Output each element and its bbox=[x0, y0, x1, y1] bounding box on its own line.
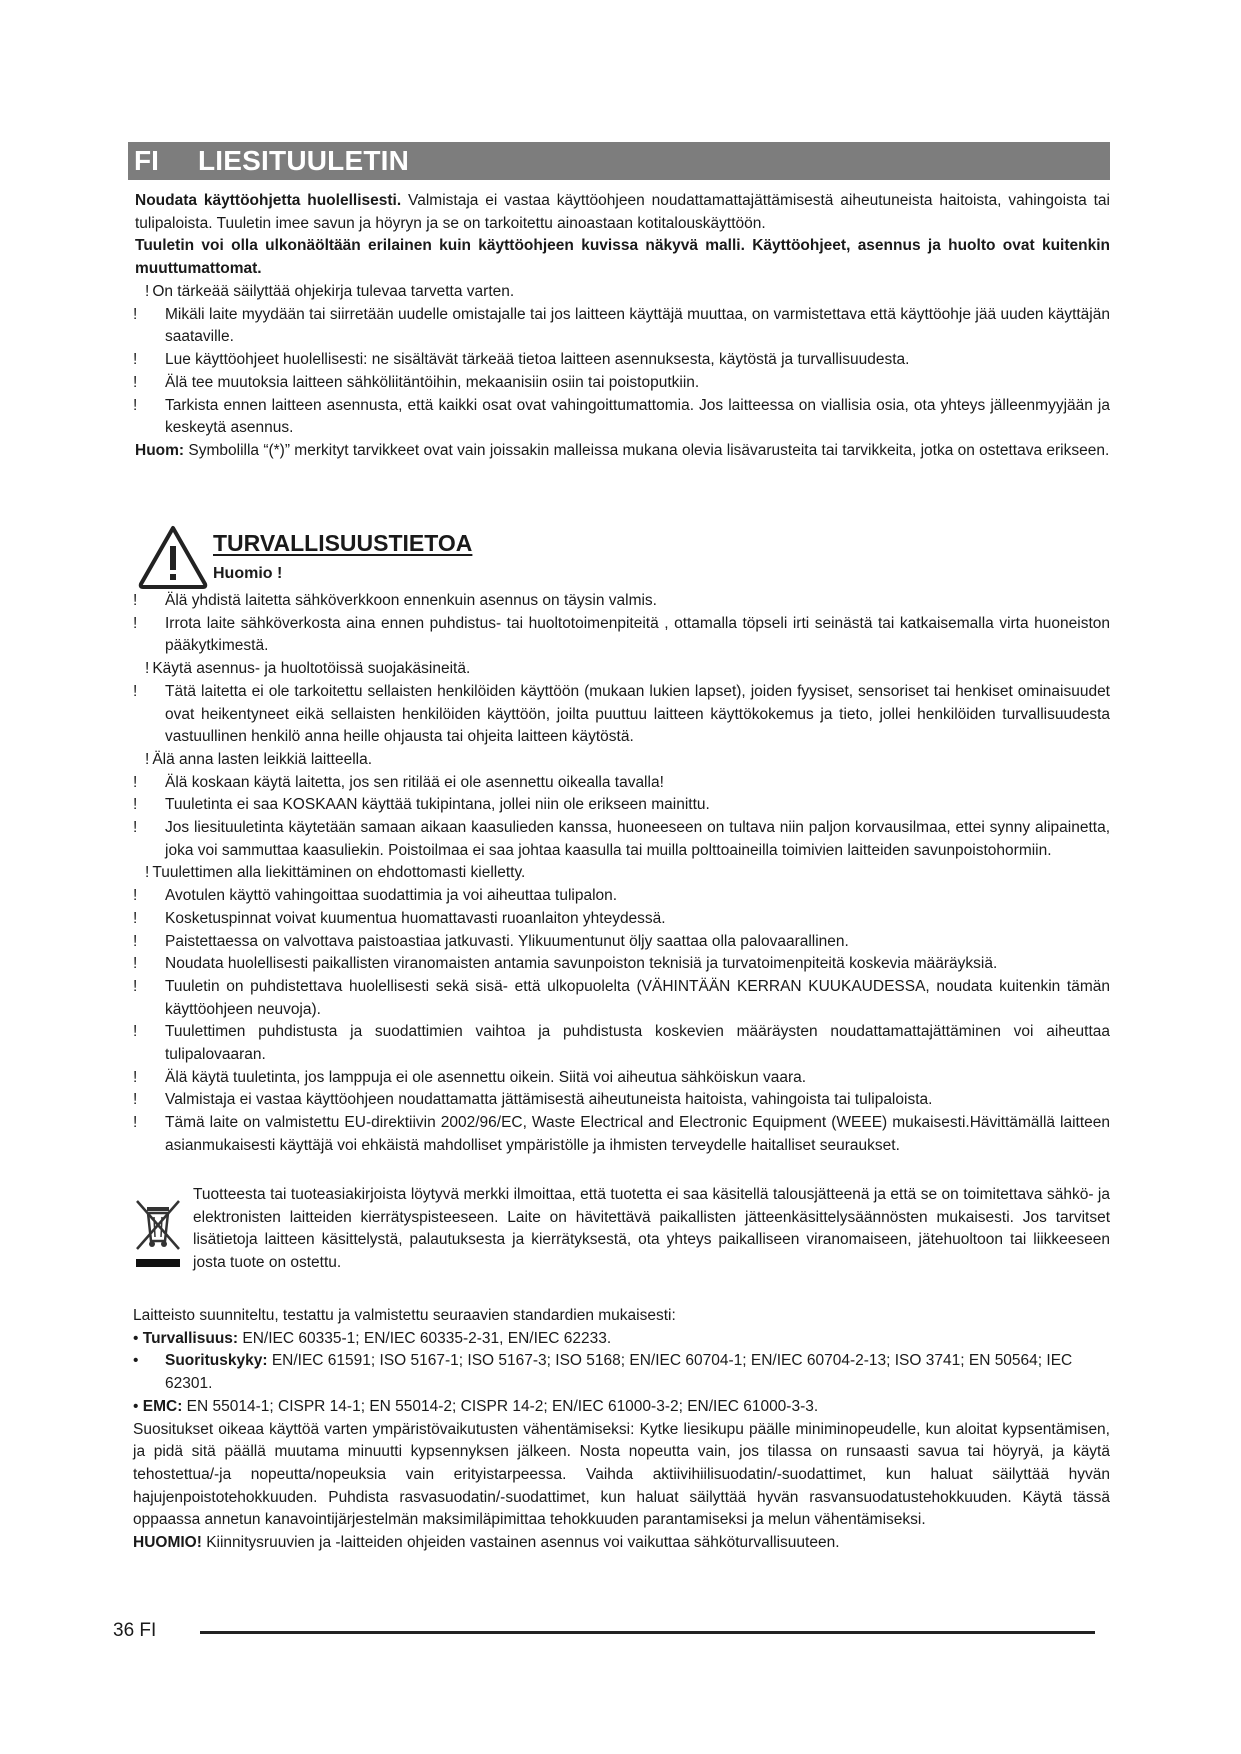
installation-warning: HUOMIO! Kiinnitysruuvien ja -laitteiden ohjeiden vastainen asennus voi vaikuttaa sähköturvallisuuteen. bbox=[133, 1534, 840, 1552]
list-item: ! Käytä asennus- ja huoltotöissä suojakäsineitä. bbox=[145, 660, 471, 678]
section-header bbox=[128, 142, 1110, 180]
list-item: ! Paistettaessa on valvottava paistoastiaa jatkuvasti. Ylikuumentunut öljy saattaa olla palovaarallinen. bbox=[133, 932, 849, 950]
list-item: ! Älä koskaan käytä laitetta, jos sen ritilää ei ole asennettu oikealla tavalla! bbox=[133, 773, 664, 791]
safety-list bbox=[133, 590, 1110, 1158]
language-code: FI bbox=[134, 145, 159, 176]
page-title: LIESITUULETIN bbox=[198, 145, 410, 176]
list-item: ! Lue käyttöohjeet huolellisesti: ne sisältävät tärkeää tietoa laitteen asennuksesta, käytöstä ja turvallisuudesta. bbox=[133, 351, 910, 369]
list-item: ! Avotulen käyttö vahingoittaa suodattimia ja voi aiheuttaa tulipalon. bbox=[133, 887, 618, 905]
list-item: ! Tuuletinta ei saa KOSKAAN käyttää tukipintana, jollei niin ole erikseen mainittu. bbox=[133, 796, 710, 814]
list-item: ! Tuulettimen alla liekittäminen on ehdottomasti kielletty. bbox=[145, 864, 526, 882]
list-item: ! Mikäli laite myydään tai siirretään uudelle omistajalle tai jos laitteen käyttäjä muuttaa, on varmistettava että käyttöohje jää uuden käyttäjän saataville. bbox=[133, 305, 1110, 346]
list-item: • Suorituskyky: EN/IEC 61591; ISO 5167-1; ISO 5167-3; ISO 5168; EN/IEC 60704-1; EN/IEC 60704-2-13; ISO 3741; EN 50564; IEC 62301. bbox=[133, 1352, 1073, 1393]
environment-advice: Suositukset oikeaa käyttöä varten ympäristövaikutusten vähentämiseksi: Kytke liesikupu päälle miniminopeudelle, kun aloitat kypsentämisen, ja pidä sitä päällä muutama minuutti kypsennyksen jälkeen. Nosta nopeutta vain, jos tilassa on runsaasti savua tai höyryä, ja käytä tehostettua/-ja nopeutta/nopeuksia vain erityistarpeessa. Vaihda aktiivihiilisuodatin/-suodattimet, kun haluat säilyttää hyvän hajujenpoistotehokkuuden. Puhdista rasvasuodatin/-suodattimet, kun haluat säilyttää hyvän rasvansuodatustehokkuuden. Käytä tässä oppaassa annetun kanavointijärjestelmän maksimiläpimittaa tehokkuuden parantamiseksi ja melun vähentämiseksi. bbox=[133, 1420, 1110, 1529]
intro-text: Valmistaja ei vastaa käyttöohjeen noudattamattajättämisestä aiheutuneista haitoista, vahingoista tai tulipaloista. Tuuletin imee savun ja höyryn ja se on tarkoitettu ainoastaan kotitalouskäyttöön. bbox=[135, 192, 1110, 232]
list-item: ! Valmistaja ei vastaa käyttöohjeen noudattamatta jättämisestä aiheutuneista haitoista, vahingoista tai tulipaloista. bbox=[133, 1091, 933, 1109]
footer-rule bbox=[200, 1631, 1095, 1634]
intro-list bbox=[133, 281, 1110, 440]
crossed-bin-icon bbox=[133, 1193, 183, 1271]
list-item: ! Älä yhdistä laitetta sähköverkkoon ennenkuin asennus on täysin valmis. bbox=[133, 592, 657, 609]
list-item: ! Jos liesituuletinta käytetään samaan aikaan kaasulieden kanssa, huoneeseen on tultava niin paljon korvausilmaa, ettei synny alipainetta, joka voi sammuttaa kaasuliekin. Poistoilmaa ei saa johtaa kaasulla tai muilla polttoaineilla toimivien laitteiden savunpoistohormiin. bbox=[133, 819, 1110, 859]
weee-notice: Tuotteesta tai tuoteasiakirjoista löytyvä merkki ilmoittaa, että tuotetta ei saa käsitellä talousjätteenä ja että se on toimitettava sähkö- ja elektronisten laitteiden kierrätyspisteeseen. Laite on hävitettävä paikallisten jätteenkäsittelysäännösten mukaisesti. Jos tarvitset lisätietoja laitteen käsittelystä, palautuksesta ja kierrätyksestä, ota yhteys paikalliseen viranomaiseen, jätehuoltoon tai liikkeeseen josta tuote on ostettu. bbox=[193, 1186, 1110, 1272]
list-item: ! Tuulettimen puhdistusta ja suodattimien vaihtoa ja puhdistusta koskevien määräysten noudattamattajättäminen voi aiheuttaa tulipalovaaran. bbox=[133, 1023, 1110, 1064]
intro-lead: Noudata käyttöohjetta huolellisesti. bbox=[135, 192, 402, 209]
list-item: ! Irrota laite sähköverkosta aina ennen puhdistus- tai huoltotoimenpiteitä , ottamalla töpseli irti seinästä tai katkaisemalla virta huoneiston pääkytkimestä. bbox=[133, 614, 1110, 655]
list-item: ! Älä käytä tuuletinta, jos lamppuja ei ole asennettu oikein. Siitä voi aiheutua sähköiskun vaara. bbox=[133, 1068, 807, 1086]
list-item: ! Tuuletin on puhdistettava huolellisesti sekä sisä- että ulkopuolelta (VÄHINTÄÄN KERRAN KUUKAUDESSA, noudata kuitenkin tämän käyttöohjeen neuvoja). bbox=[133, 977, 1110, 1018]
list-item: ! Tätä laitetta ei ole tarkoitettu sellaisten henkilöiden käyttöön (mukaan lukien lapset), joiden fyysiset, sensoriset tai henkiset ominaisuudet ovat heikentyneet eikä sellaisten henkilöiden käyttöön, joilta puuttuu laitteen käyttökokemus ja tieto, jollei henkilöiden turvallisuudesta vastuullinen henkilö anna heille ohjausta tai ohjeita laitteen käytöstä. bbox=[133, 682, 1110, 746]
list-item: ! Tämä laite on valmistettu EU-direktiivin 2002/96/EC, Waste Electrical and Electronic Equipment (WEEE) mukaisesti.Hävittämällä laitteen asianmukaisesti käyttäjä voi ehkäistä mahdolliset ympäristölle ja ihmisten terveydelle haitalliset seuraukset. bbox=[133, 1114, 1110, 1154]
list-item: • EMC: EN 55014-1; CISPR 14-1; EN 55014-2; CISPR 14-2; EN/IEC 61000-3-2; EN/IEC 61000-3-3. bbox=[133, 1397, 819, 1415]
intro-paragraph bbox=[135, 190, 1110, 281]
warning-triangle-icon bbox=[137, 524, 209, 590]
accessories-note bbox=[135, 440, 1110, 463]
list-item: ! Kosketuspinnat voivat kuumentua huomattavasti ruoanlaiton yhteydessä. bbox=[133, 909, 666, 927]
note-label: Huom: bbox=[135, 442, 185, 459]
standards-section bbox=[133, 1305, 1110, 1555]
list-item: ! Älä anna lasten leikkiä laitteella. bbox=[145, 750, 373, 768]
list-item: ! Noudata huolellisesti paikallisten viranomaisten antamia savunpoiston teknisiä ja turvatoimenpiteitä koskevia määräyksiä. bbox=[133, 955, 998, 973]
page-number: 36 FI bbox=[113, 1620, 157, 1641]
list-item: ! On tärkeää säilyttää ohjekirja tulevaa tarvetta varten. bbox=[145, 283, 515, 300]
intro-model-note: Tuuletin voi olla ulkonäöltään erilainen kuin käyttöohjeen kuvissa näkyvä malli. Käyttöohjeet, asennus ja huolto ovat kuitenkin muuttumattomat. bbox=[135, 237, 1110, 278]
list-item: ! Älä tee muutoksia laitteen sähköliitäntöihin, mekaanisiin osiin tai poistoputkiin. bbox=[133, 373, 700, 391]
list-item: • Turvallisuus: EN/IEC 60335-1; EN/IEC 60335-2-31, EN/IEC 62233. bbox=[133, 1329, 612, 1347]
standards-intro: Laitteisto suunniteltu, testattu ja valmistettu seuraavien standardien mukaisesti: bbox=[133, 1307, 676, 1324]
safety-subtitle: Huomio ! bbox=[213, 565, 283, 582]
standards-list bbox=[133, 1328, 1110, 1419]
note-text: Symbolilla “(*)” merkityt tarvikkeet ovat vain joissakin malleissa mukana olevia lisävarusteita tai tarvikkeita, jotka on ostettava erikseen. bbox=[184, 442, 1110, 459]
list-item: ! Tarkista ennen laitteen asennusta, että kaikki osat ovat vahingoittumattomia. Jos laitteessa on viallisia osia, ota yhteys jälleenmyyjään ja keskeytä asennus. bbox=[133, 396, 1110, 437]
safety-title: TURVALLISUUSTIETOA bbox=[213, 530, 473, 556]
